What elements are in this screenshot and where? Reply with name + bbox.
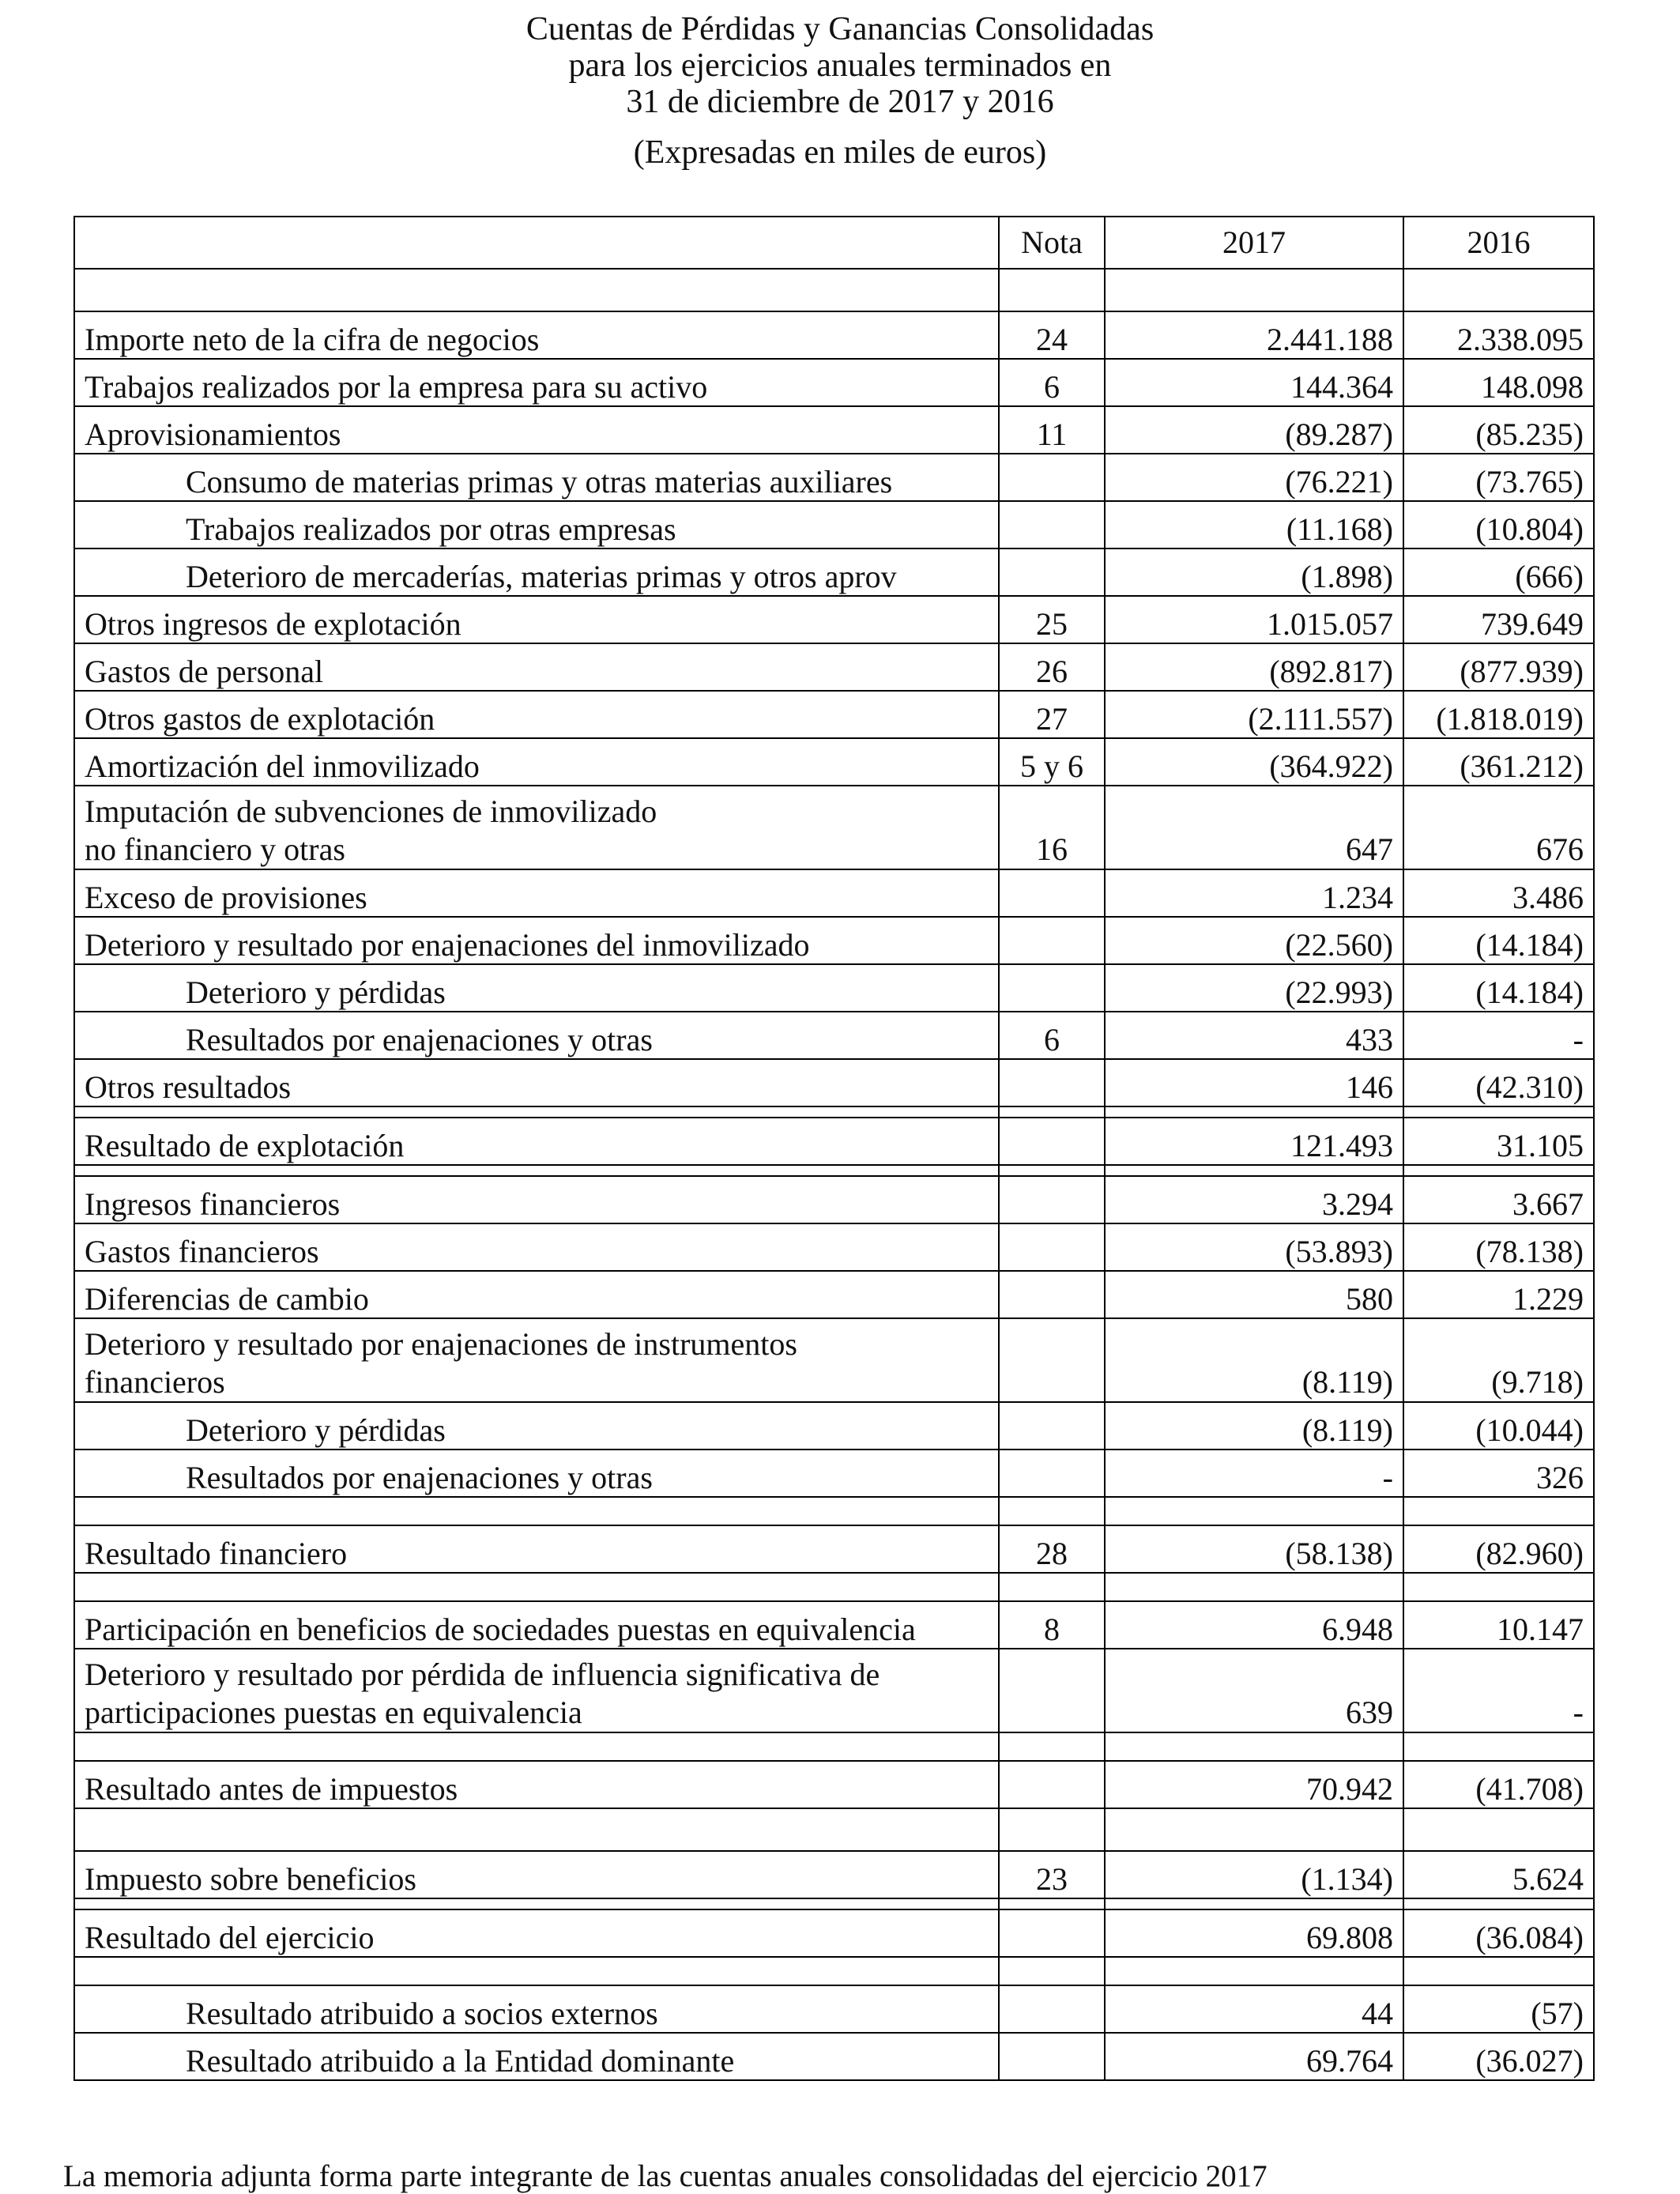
row-note: 24 xyxy=(999,311,1105,359)
row-value-2017: (364.922) xyxy=(1105,738,1403,786)
spacer-row xyxy=(74,1957,1594,1985)
spacer-row xyxy=(74,1497,1594,1525)
row-concept: Resultados por enajenaciones y otras xyxy=(74,1449,999,1497)
row-concept-line-1: Deterioro y resultado por pérdida de influencia significativa de xyxy=(85,1657,880,1692)
row-value-2017: 70.942 xyxy=(1105,1761,1403,1808)
row-note: 6 xyxy=(999,359,1105,406)
row-concept xyxy=(74,786,999,869)
table-row xyxy=(74,1271,1594,1318)
row-concept: Deterioro de mercaderías, materias primas y otros aprov xyxy=(74,548,999,596)
row-value-2017: 69.764 xyxy=(1105,2033,1403,2080)
row-value-2016: - xyxy=(1403,1649,1594,1732)
table-row xyxy=(74,1985,1594,2033)
units-subtitle: (Expresadas en miles de euros) xyxy=(633,134,1047,171)
table-row xyxy=(74,917,1594,964)
table-row xyxy=(74,1851,1594,1898)
row-value-2017: (8.119) xyxy=(1105,1402,1403,1449)
row-note xyxy=(999,1985,1105,2033)
row-note xyxy=(999,917,1105,964)
row-concept: Deterioro y pérdidas xyxy=(74,1402,999,1449)
row-value-2016: 3.667 xyxy=(1403,1176,1594,1223)
row-concept-line-1: Imputación de subvenciones de inmovilizado xyxy=(85,794,657,829)
row-concept: Exceso de provisiones xyxy=(74,869,999,917)
row-value-2017: 69.808 xyxy=(1105,1909,1403,1957)
row-note xyxy=(999,2033,1105,2080)
row-value-2017: (76.221) xyxy=(1105,454,1403,501)
row-value-2016: (36.084) xyxy=(1403,1909,1594,1957)
row-value-2016: (14.184) xyxy=(1403,964,1594,1012)
note-header: Nota xyxy=(999,217,1105,269)
table-row xyxy=(74,1176,1594,1223)
row-concept: Impuesto sobre beneficios xyxy=(74,1851,999,1898)
table-row xyxy=(74,596,1594,643)
title-line-1: Cuentas de Pérdidas y Ganancias Consolidadas xyxy=(525,11,1155,47)
row-value-2017: (58.138) xyxy=(1105,1525,1403,1573)
row-value-2016: 2.338.095 xyxy=(1403,311,1594,359)
row-value-2017: (892.817) xyxy=(1105,643,1403,691)
row-note xyxy=(999,454,1105,501)
row-value-2016: (10.044) xyxy=(1403,1402,1594,1449)
row-value-2016: - xyxy=(1403,1012,1594,1059)
spacer-row xyxy=(74,1573,1594,1601)
row-value-2016: (666) xyxy=(1403,548,1594,596)
row-value-2016: 326 xyxy=(1403,1449,1594,1497)
table-row xyxy=(74,1318,1594,1402)
row-value-2016: 10.147 xyxy=(1403,1601,1594,1649)
row-note xyxy=(999,1649,1105,1732)
year-2017-header: 2017 xyxy=(1105,217,1403,269)
table-row xyxy=(74,1059,1594,1106)
row-note: 25 xyxy=(999,596,1105,643)
footnote: La memoria adjunta forma parte integrante de las cuentas anuales consolidadas del ejercicio 2017 xyxy=(63,2159,1268,2193)
table-row xyxy=(74,311,1594,359)
table-row xyxy=(74,1449,1594,1497)
row-value-2017: (1.898) xyxy=(1105,548,1403,596)
row-value-2016: (42.310) xyxy=(1403,1059,1594,1106)
row-concept-line-2: financieros xyxy=(85,1364,225,1400)
row-value-2017: (1.134) xyxy=(1105,1851,1403,1898)
row-value-2017: (2.111.557) xyxy=(1105,691,1403,738)
row-value-2017: 580 xyxy=(1105,1271,1403,1318)
income-statement-table xyxy=(73,216,1595,2081)
row-note: 16 xyxy=(999,786,1105,869)
row-concept: Otros ingresos de explotación xyxy=(74,596,999,643)
row-concept: Otros gastos de explotación xyxy=(74,691,999,738)
row-note: 26 xyxy=(999,643,1105,691)
row-value-2016: (9.718) xyxy=(1403,1318,1594,1402)
row-concept: Aprovisionamientos xyxy=(74,406,999,454)
row-value-2017: 1.015.057 xyxy=(1105,596,1403,643)
table-row xyxy=(74,1012,1594,1059)
spacer-row xyxy=(74,1165,1594,1176)
row-value-2016: (14.184) xyxy=(1403,917,1594,964)
subtotal-row xyxy=(74,1761,1594,1808)
row-concept: Resultados por enajenaciones y otras xyxy=(74,1012,999,1059)
row-value-2017: 2.441.188 xyxy=(1105,311,1403,359)
table-row xyxy=(74,501,1594,548)
row-value-2017: 647 xyxy=(1105,786,1403,869)
row-value-2016: 676 xyxy=(1403,786,1594,869)
row-value-2017: (8.119) xyxy=(1105,1318,1403,1402)
row-concept: Resultado atribuido a socios externos xyxy=(74,1985,999,2033)
row-note: 11 xyxy=(999,406,1105,454)
spacer-row xyxy=(74,1898,1594,1909)
table-row xyxy=(74,359,1594,406)
row-value-2016: 148.098 xyxy=(1403,359,1594,406)
row-value-2017: 1.234 xyxy=(1105,869,1403,917)
row-note xyxy=(999,1318,1105,1402)
row-note xyxy=(999,1118,1105,1165)
table-row xyxy=(74,691,1594,738)
row-note: 6 xyxy=(999,1012,1105,1059)
table-row xyxy=(74,869,1594,917)
table-row xyxy=(74,1223,1594,1271)
table-row xyxy=(74,1601,1594,1649)
row-note: 5 y 6 xyxy=(999,738,1105,786)
row-concept-line-2: participaciones puestas en equivalencia xyxy=(85,1695,582,1730)
row-value-2017: 433 xyxy=(1105,1012,1403,1059)
row-concept: Trabajos realizados por otras empresas xyxy=(74,501,999,548)
row-concept xyxy=(74,1318,999,1402)
table-row xyxy=(74,738,1594,786)
row-value-2016: (36.027) xyxy=(1403,2033,1594,2080)
row-note xyxy=(999,869,1105,917)
row-value-2017: 3.294 xyxy=(1105,1176,1403,1223)
row-concept: Resultado de explotación xyxy=(74,1118,999,1165)
row-note xyxy=(999,1176,1105,1223)
title-line-3: 31 de diciembre de 2017 y 2016 xyxy=(626,84,1054,120)
row-value-2016: 31.105 xyxy=(1403,1118,1594,1165)
row-note xyxy=(999,1402,1105,1449)
row-concept: Otros resultados xyxy=(74,1059,999,1106)
row-concept: Ingresos financieros xyxy=(74,1176,999,1223)
row-concept: Resultado del ejercicio xyxy=(74,1909,999,1957)
header-row xyxy=(74,217,1594,269)
title-line-2: para los ejercicios anuales terminados en xyxy=(568,47,1112,84)
row-concept: Deterioro y resultado por enajenaciones del inmovilizado xyxy=(74,917,999,964)
spacer-row xyxy=(74,1106,1594,1118)
row-note xyxy=(999,1223,1105,1271)
row-note xyxy=(999,1449,1105,1497)
table-row xyxy=(74,2033,1594,2080)
row-concept: Resultado antes de impuestos xyxy=(74,1761,999,1808)
row-value-2016: (10.804) xyxy=(1403,501,1594,548)
row-value-2017: 121.493 xyxy=(1105,1118,1403,1165)
row-note xyxy=(999,548,1105,596)
row-concept: Importe neto de la cifra de negocios xyxy=(74,311,999,359)
row-concept: Resultado atribuido a la Entidad dominante xyxy=(74,2033,999,2080)
spacer-row xyxy=(74,1808,1594,1851)
table-row xyxy=(74,1649,1594,1732)
table-row xyxy=(74,548,1594,596)
row-value-2017: 144.364 xyxy=(1105,359,1403,406)
row-note xyxy=(999,1059,1105,1106)
row-note: 27 xyxy=(999,691,1105,738)
row-value-2017: 44 xyxy=(1105,1985,1403,2033)
row-concept: Diferencias de cambio xyxy=(74,1271,999,1318)
row-value-2017: (89.287) xyxy=(1105,406,1403,454)
year-2016-header: 2016 xyxy=(1403,217,1594,269)
row-note: 28 xyxy=(999,1525,1105,1573)
row-note xyxy=(999,501,1105,548)
table-row xyxy=(74,454,1594,501)
row-note xyxy=(999,1271,1105,1318)
row-concept-line-1: Deterioro y resultado por enajenaciones de instrumentos xyxy=(85,1326,797,1362)
row-value-2017: (53.893) xyxy=(1105,1223,1403,1271)
row-value-2017: 6.948 xyxy=(1105,1601,1403,1649)
row-note: 23 xyxy=(999,1851,1105,1898)
spacer-row xyxy=(74,1732,1594,1761)
row-value-2017: (11.168) xyxy=(1105,501,1403,548)
row-value-2016: 5.624 xyxy=(1403,1851,1594,1898)
row-note xyxy=(999,1761,1105,1808)
row-value-2016: (57) xyxy=(1403,1985,1594,2033)
row-value-2016: 739.649 xyxy=(1403,596,1594,643)
subtotal-row xyxy=(74,1909,1594,1957)
row-value-2016: (78.138) xyxy=(1403,1223,1594,1271)
row-value-2016: (85.235) xyxy=(1403,406,1594,454)
row-value-2016: 3.486 xyxy=(1403,869,1594,917)
table-row xyxy=(74,786,1594,869)
row-value-2016: (73.765) xyxy=(1403,454,1594,501)
row-note xyxy=(999,964,1105,1012)
row-value-2017: - xyxy=(1105,1449,1403,1497)
spacer-row xyxy=(74,269,1594,311)
row-value-2017: (22.993) xyxy=(1105,964,1403,1012)
table-row xyxy=(74,643,1594,691)
row-concept: Gastos de personal xyxy=(74,643,999,691)
row-concept: Trabajos realizados por la empresa para su activo xyxy=(74,359,999,406)
row-value-2017: 639 xyxy=(1105,1649,1403,1732)
row-concept: Gastos financieros xyxy=(74,1223,999,1271)
row-note: 8 xyxy=(999,1601,1105,1649)
row-concept: Consumo de materias primas y otras materias auxiliares xyxy=(74,454,999,501)
row-concept xyxy=(74,1649,999,1732)
statement-header xyxy=(0,11,1680,171)
row-value-2016: (82.960) xyxy=(1403,1525,1594,1573)
concept-header-cell xyxy=(74,217,999,269)
row-value-2017: 146 xyxy=(1105,1059,1403,1106)
table-row xyxy=(74,406,1594,454)
subtotal-row xyxy=(74,1525,1594,1573)
row-concept: Participación en beneficios de sociedades puestas en equivalencia xyxy=(74,1601,999,1649)
table-row xyxy=(74,964,1594,1012)
row-concept: Resultado financiero xyxy=(74,1525,999,1573)
row-value-2016: (1.818.019) xyxy=(1403,691,1594,738)
row-concept: Deterioro y pérdidas xyxy=(74,964,999,1012)
row-value-2016: (361.212) xyxy=(1403,738,1594,786)
row-value-2016: (877.939) xyxy=(1403,643,1594,691)
row-note xyxy=(999,1909,1105,1957)
row-concept: Amortización del inmovilizado xyxy=(74,738,999,786)
subtotal-row xyxy=(74,1118,1594,1165)
row-concept-line-2: no financiero y otras xyxy=(85,831,345,867)
row-value-2016: 1.229 xyxy=(1403,1271,1594,1318)
row-value-2016: (41.708) xyxy=(1403,1761,1594,1808)
row-value-2017: (22.560) xyxy=(1105,917,1403,964)
table-row xyxy=(74,1402,1594,1449)
